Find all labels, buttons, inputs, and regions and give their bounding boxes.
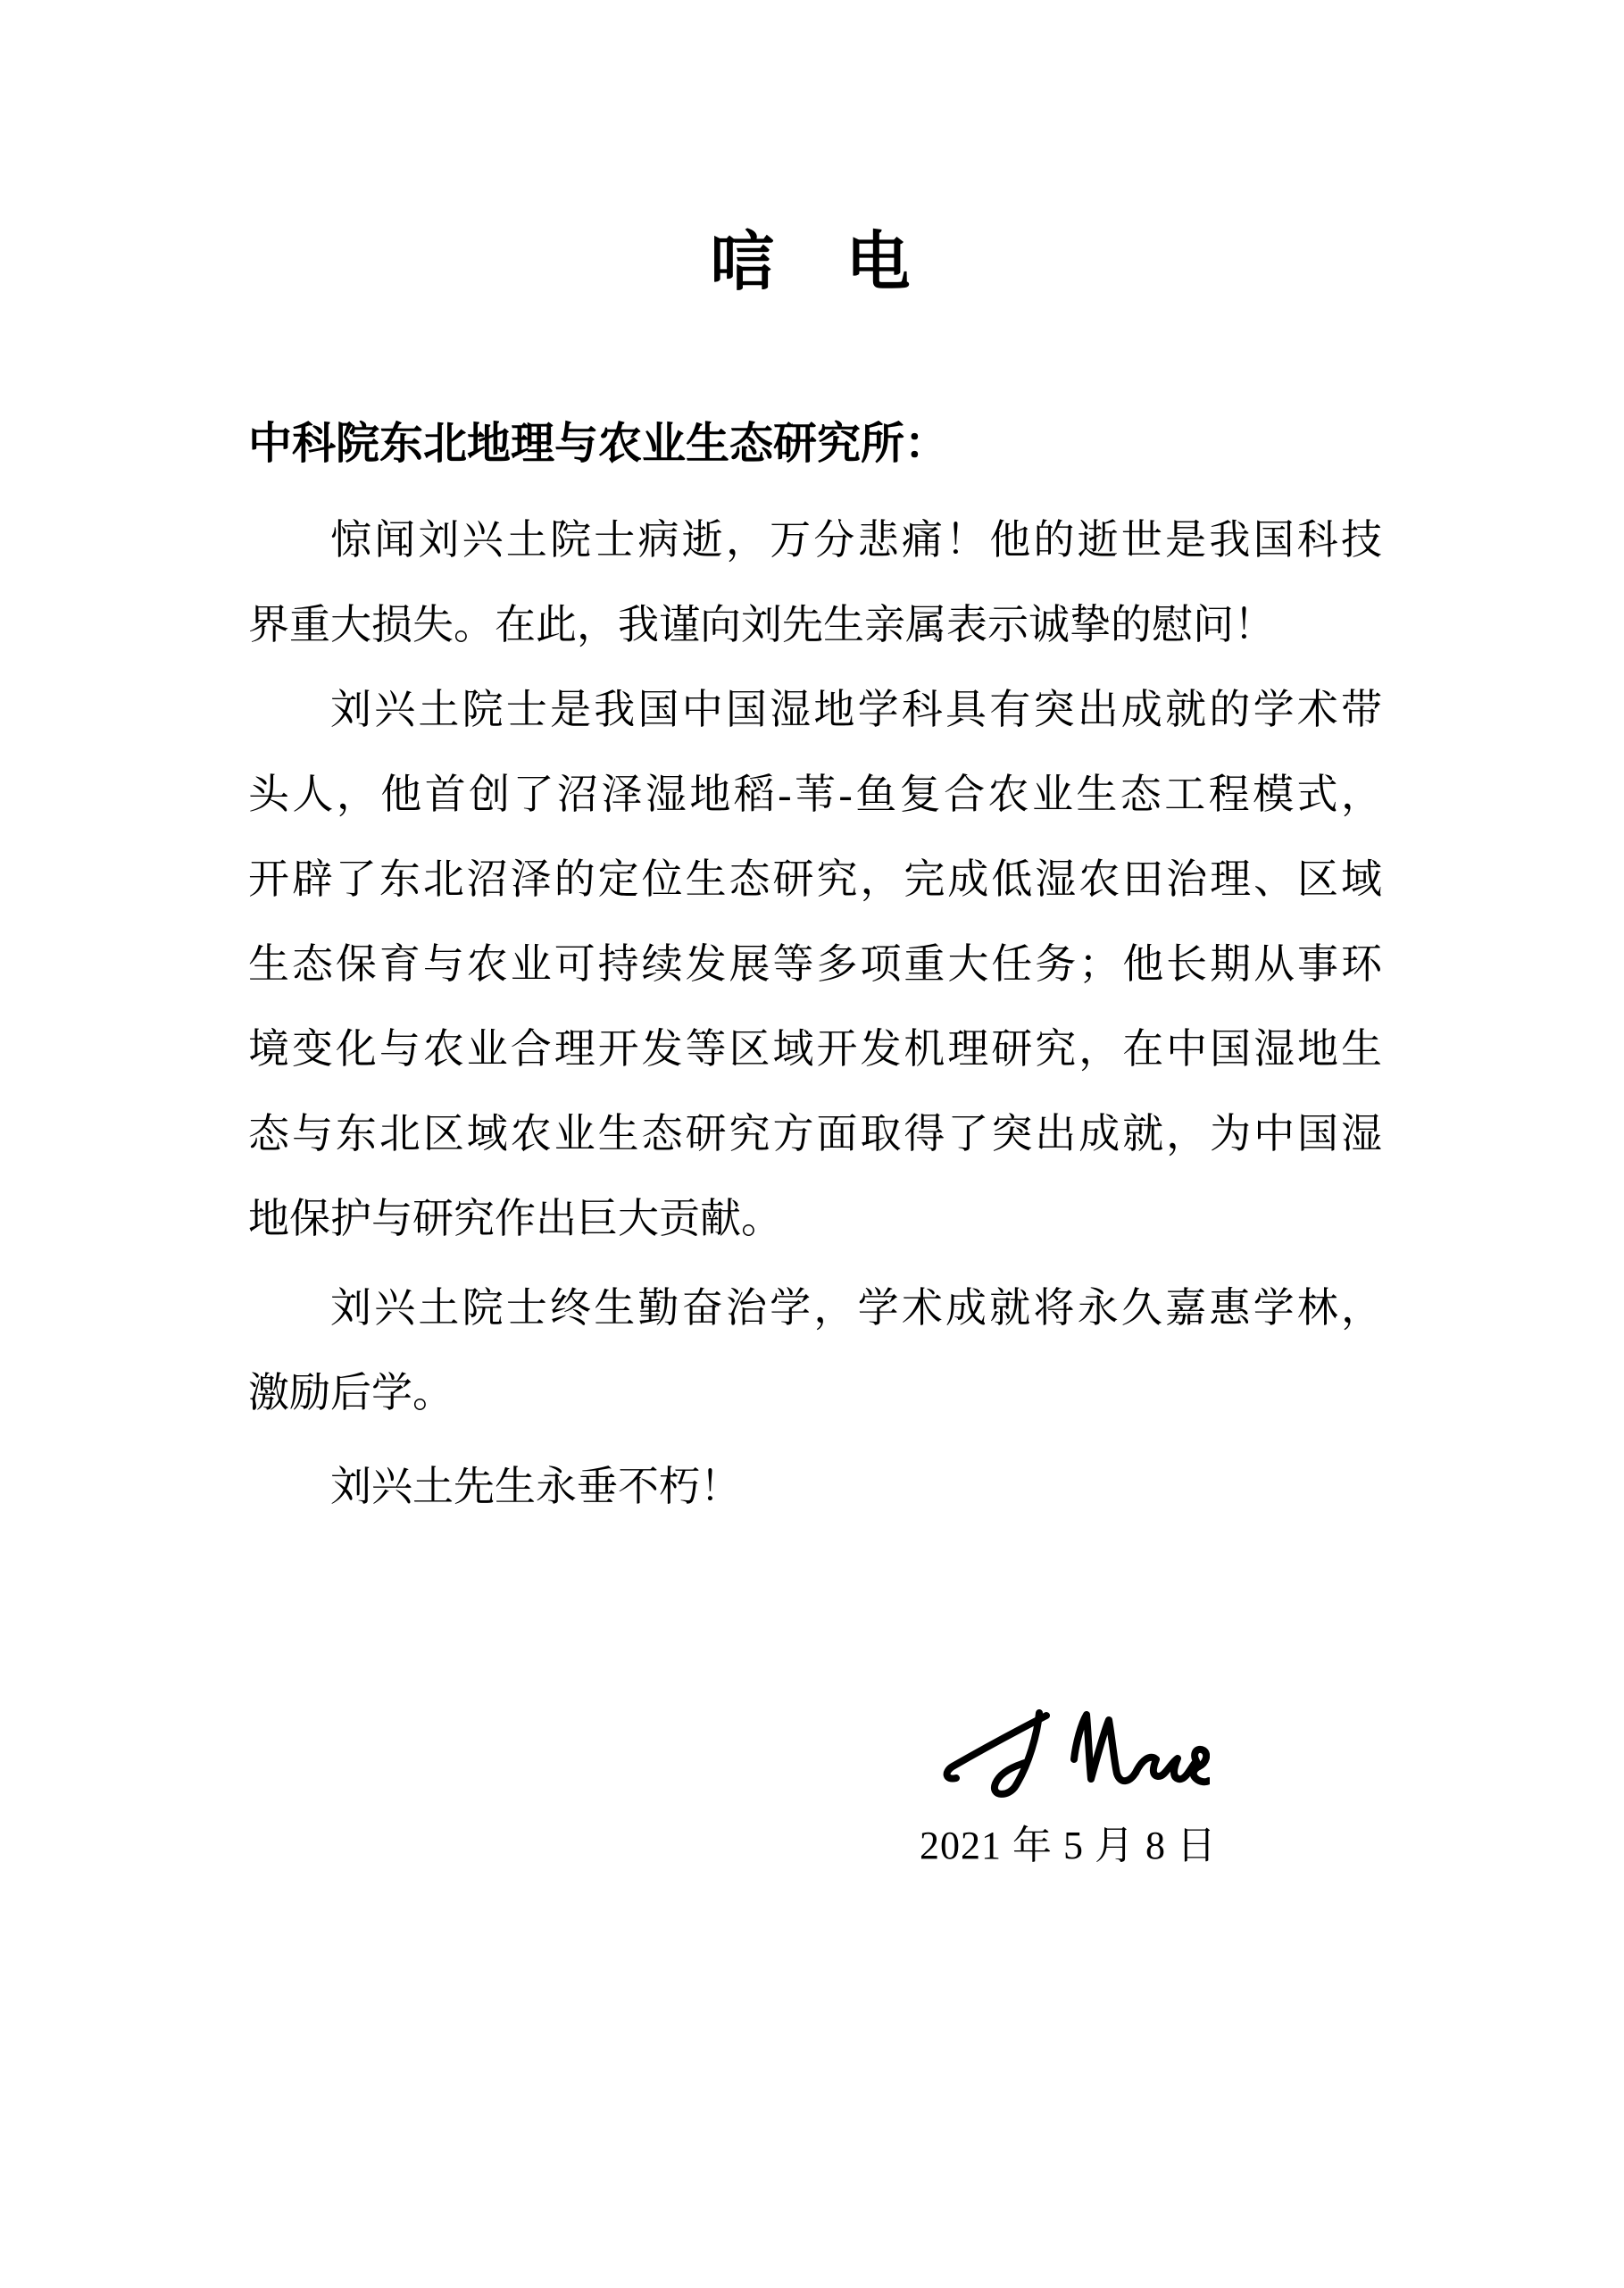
body-line: 刘兴土先生永垂不朽！ [330, 1464, 741, 1509]
date-line: 2021 年 5 月 8 日 [920, 1824, 1217, 1867]
body-line: 开辟了东北沼泽的定位生态研究，完成低湿农田治理、区域 [248, 856, 1382, 902]
handwritten-signature [933, 1704, 1210, 1807]
body-line: 境变化与农业合理开发等区域开发机理研究，在中国湿地生 [248, 1026, 1382, 1072]
body-line: 生态保育与农业可持续发展等多项重大任务；他长期从事环 [248, 941, 1382, 987]
paragraph [248, 1265, 1382, 1435]
addressee-line: 中科院东北地理与农业生态研究所： [248, 420, 949, 468]
body-line: 地保护与研究作出巨大贡献。 [248, 1196, 782, 1241]
body-line: 界重大损失。在此，我谨向刘先生亲属表示诚挚的慰问！ [248, 602, 1275, 647]
paragraph [248, 497, 1382, 667]
body-line: 头人，他首创了沼泽湿地稻-苇-鱼复合农业生态工程模式， [248, 772, 1382, 817]
body-line: 态与东北区域农业生态研究方面取得了突出成就，为中国湿 [248, 1111, 1382, 1157]
body-line: 激励后学。 [248, 1370, 454, 1415]
body-line: 刘兴土院士是我国中国湿地学科具有突出成就的学术带 [330, 687, 1382, 732]
signature-scribble-icon [933, 1704, 1210, 1807]
body-line: 惊闻刘兴土院士病逝，万分悲痛！他的逝世是我国科技 [330, 517, 1382, 563]
letter-body [248, 497, 1382, 1529]
letter-title: 唁 电 [710, 227, 914, 298]
paragraph [248, 667, 1382, 1261]
body-line: 刘兴土院士终生勤奋治学，学术成就将永久嘉惠学林， [330, 1285, 1382, 1331]
paragraph [248, 1444, 1382, 1529]
